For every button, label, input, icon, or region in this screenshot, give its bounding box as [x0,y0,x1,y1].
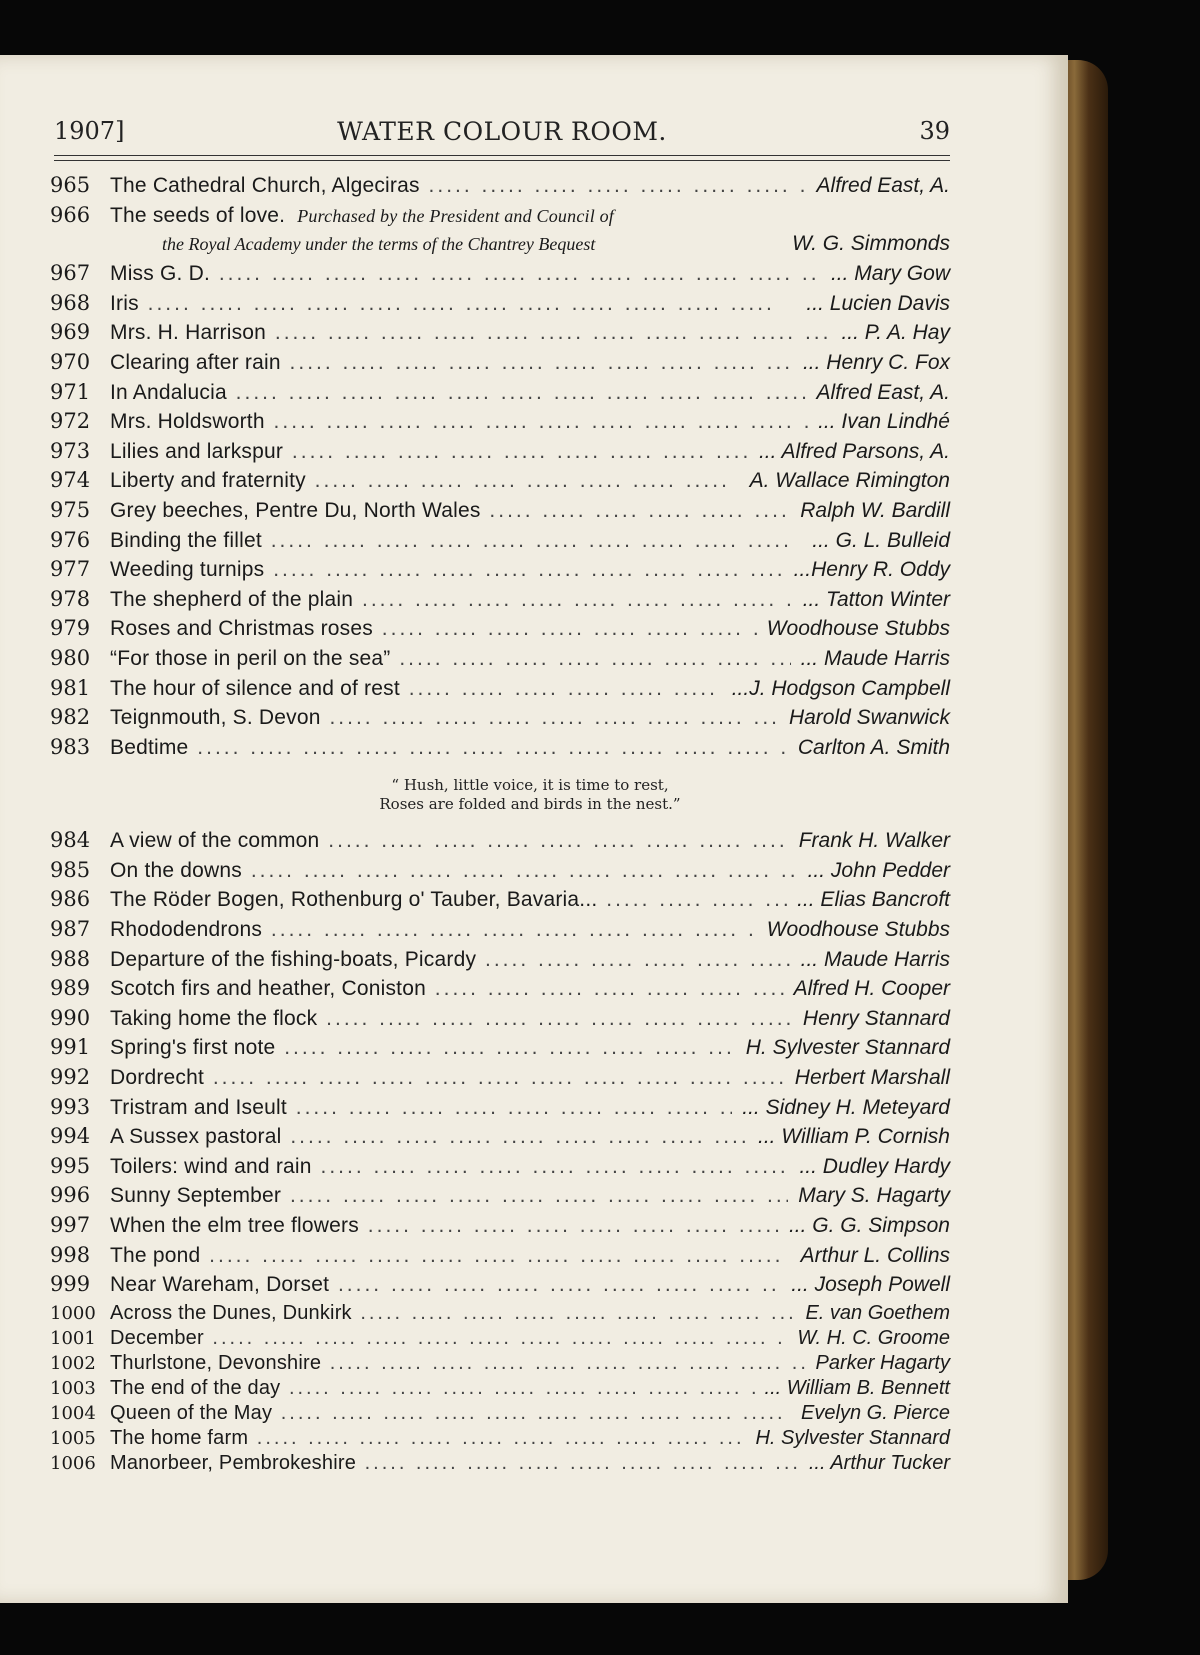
entry-title: Tristram and Iseult ..... [110,1096,732,1120]
entry-artist: ...Henry R. Oddy [793,558,950,582]
entry-title: Roses and Christmas roses ..... [110,617,757,641]
entry-artist: Evelyn G. Pierce [801,1401,950,1424]
entry-number: 981 [50,675,91,700]
entry-number: 985 [50,857,91,882]
entry-997 [50,1213,950,1243]
entry-title: Bedtime ..... [110,736,788,760]
entry-artist: Alfred East, A. [816,380,950,404]
entry-996 [50,1183,950,1213]
entry-1002 [50,1352,950,1377]
entry-title: The pond ..... [110,1244,791,1268]
entry-artist: A. Wallace Rimington [749,469,950,493]
entry-1006 [50,1452,950,1477]
entry-number: 965 [50,173,91,197]
entry-1000 [50,1302,950,1327]
entry-title: A Sussex pastoral ..... [110,1125,748,1149]
entry-number: 1004 [50,1402,96,1424]
entry-number: 970 [50,349,91,374]
entry-title: Taking home the flock ..... [110,1007,793,1031]
entry-1001 [50,1327,950,1352]
entry-number: 987 [50,917,91,942]
entry-artist: ... Maude Harris [800,646,950,670]
entry-title: Toilers: wind and rain ..... [110,1155,789,1179]
entry-artist: ... William P. Cornish [758,1125,950,1149]
entry-990 [50,1006,950,1036]
entry-title: Clearing after rain ..... [110,351,793,375]
entry-970 [50,350,950,380]
entry-artist: ... Arthur Tucker [808,1451,950,1474]
entry-title: The Röder Bogen, Rothenburg o' Tauber, Bavaria... ..... [110,888,787,912]
entry-title: Across the Dunes, Dunkirk ..... [110,1302,795,1325]
entry-artist: ... G. L. Bulleid [812,528,950,552]
entry-artist: Woodhouse Stubbs [766,617,950,641]
entry-artist: Arthur L. Collins [800,1243,950,1267]
entry-number: 975 [50,497,91,522]
entry-title: Scotch firs and heather, Coniston ..... [110,977,784,1001]
entry-number: 995 [50,1153,91,1178]
entry-artist: ... Maude Harris [800,947,950,971]
entry-title: Teignmouth, S. Devon ..... [110,706,779,730]
entry-966 [50,203,950,233]
entry-number: 991 [50,1035,91,1060]
entry-artist: Alfred East, A. [816,174,950,197]
entry-number: 974 [50,468,91,493]
entry-number: 976 [50,527,91,552]
entry-title: The hour of silence and of rest ..... [110,677,722,701]
entry-artist: Mary S. Hagarty [798,1184,950,1208]
entry-976 [50,528,950,558]
entry-number: 973 [50,438,91,463]
entry-artist: ...J. Hodgson Campbell [731,676,950,700]
entry-title: The end of the day ..... [110,1377,755,1400]
entry-993 [50,1095,950,1125]
entry-title: Departure of the fishing-boats, Picardy ..... [110,948,791,972]
entry-number: 967 [50,261,91,286]
header-year: 1907] [54,117,125,145]
entry-number: 986 [50,887,91,912]
entry-992 [50,1065,950,1095]
entry-972 [50,409,950,439]
entry-artist: ... Henry C. Fox [802,350,950,374]
entry-title: The shepherd of the plain ..... [110,588,793,612]
quote-line-1: “ Hush, little voice, it is time to rest, [391,776,669,795]
entry-number: 977 [50,557,91,582]
entry-artist: Harold Swanwick [788,706,950,730]
entry-title: The Cathedral Church, Algeciras ..... [110,174,807,198]
entry-number: 994 [50,1124,91,1149]
entry-977 [50,557,950,587]
entry-number: 1006 [50,1452,96,1474]
entry-number: 993 [50,1094,91,1119]
entry-artist: ... Sidney H. Meteyard [742,1095,950,1119]
entry-title: Binding the fillet ..... [110,529,802,553]
entry-artist: W. G. Simmonds [792,232,950,256]
entry-981 [50,676,950,706]
entry-965 [50,173,950,203]
entry-artist: ... Ivan Lindhé [818,410,950,434]
entry-title: December ..... [110,1327,787,1350]
entry-title: Sunny September ..... [110,1184,788,1208]
entry-artist: ... Joseph Powell [791,1273,950,1297]
entry-title: Miss G. D. ..... [110,262,821,286]
entry-966-continuation [50,232,950,261]
entry-artist: Woodhouse Stubbs [766,918,950,942]
entry-artist: Henry Stannard [802,1006,950,1030]
entries-group-a [50,173,950,203]
entry-title: Grey beeches, Pentre Du, North Wales ..... [110,499,790,523]
entry-number: 979 [50,616,91,641]
entry-988 [50,947,950,977]
entry-number: 1001 [50,1327,96,1349]
entry-979 [50,616,950,646]
entry-artist: E. van Goethem [805,1301,950,1324]
entry-number: 1005 [50,1427,96,1449]
entry-1004 [50,1402,950,1427]
entry-973 [50,439,950,469]
entry-number: 1003 [50,1377,96,1399]
entry-artist: ... G. G. Simpson [788,1214,950,1237]
entry-971 [50,380,950,410]
entry-artist: W. H. C. Groome [797,1326,950,1349]
entry-artist: ... John Pedder [807,858,950,882]
entry-number: 988 [50,946,91,971]
entry-artist: Frank H. Walker [798,829,950,853]
entry-985 [50,858,950,888]
entry-artist: ... P. A. Hay [841,321,950,345]
entry-title: When the elm tree flowers ..... [110,1214,779,1238]
entry-title: Mrs. Holdsworth ..... [110,410,808,434]
entry-title: In Andalucia ..... [110,381,807,405]
bedtime-quote [50,776,950,814]
quote-line-2: Roses are folded and birds in the nest.” [379,795,681,814]
entry-number: 969 [50,320,91,345]
entry-title [110,204,950,228]
entries-group-c [50,828,950,1302]
catalogue-page [0,55,1068,1603]
entry-artist: ... William B. Bennett [764,1376,950,1399]
purchase-note-line2: the Royal Academy under the terms of the Chantrey Bequest [162,234,596,255]
entry-991 [50,1035,950,1065]
entry-title: Near Wareham, Dorset ..... [110,1273,781,1297]
entry-artist: Parker Hagarty [815,1351,950,1374]
entry-artist: Herbert Marshall [794,1066,950,1090]
entry-artist: ... Tatton Winter [802,587,950,611]
page-header [54,117,950,151]
entry-title: The home farm ..... [110,1427,745,1450]
purchase-note: Purchased by the President and Council of [297,205,615,226]
entry-title: Spring's first note ..... [110,1036,736,1060]
entry-artist: Carlton A. Smith [797,735,950,759]
entry-artist: H. Sylvester Stannard [755,1426,950,1449]
entry-969 [50,320,950,350]
entry-984 [50,828,950,858]
entry-1003 [50,1377,950,1402]
page-number: 39 [919,117,950,145]
entry-1005 [50,1427,950,1452]
entry-title-text: The seeds of love. [110,203,286,227]
entry-987 [50,917,950,947]
entry-989 [50,976,950,1006]
entry-967 [50,261,950,291]
entry-number: 971 [50,379,91,404]
entry-title: On the downs ..... [110,859,798,883]
entry-artist: ... Mary Gow [830,262,950,286]
entry-artist: ... Elias Bancroft [797,888,950,912]
entries-group-d [50,1302,950,1477]
entry-title: Rhododendrons ..... [110,918,757,942]
entry-title: Iris ..... [110,292,796,316]
entry-998 [50,1243,950,1273]
entry-number: 990 [50,1005,91,1030]
entry-968 [50,291,950,321]
entry-title: Queen of the May ..... [110,1402,791,1425]
entry-983 [50,735,950,765]
entry-artist: Alfred H. Cooper [793,977,950,1001]
header-title: WATER COLOUR ROOM. [337,117,667,146]
entries-group-b [50,261,950,764]
entries-list [50,173,950,1477]
entry-number: 1002 [50,1352,96,1374]
entry-number: 972 [50,409,91,434]
entry-title: Mrs. H. Harrison ..... [110,321,831,345]
entry-number: 1000 [50,1302,96,1324]
entry-975 [50,498,950,528]
entry-number: 992 [50,1065,91,1090]
entry-986 [50,887,950,917]
entry-994 [50,1124,950,1154]
entry-artist: ... Alfred Parsons, A. [758,439,950,463]
entry-978 [50,587,950,617]
entry-title: Weeding turnips ..... [110,558,784,582]
entry-982 [50,705,950,735]
entry-title: Thurlstone, Devonshire ..... [110,1352,806,1375]
entry-title: Lilies and larkspur ..... [110,440,749,464]
entry-number: 968 [50,290,91,315]
entry-number: 999 [50,1272,91,1297]
entry-number: 984 [50,828,91,853]
entry-title: “For those in peril on the sea” ..... [110,647,791,671]
entry-number: 982 [50,705,91,730]
entry-number: 983 [50,734,91,759]
entry-995 [50,1154,950,1184]
entry-974 [50,468,950,498]
entry-number: 997 [50,1213,91,1237]
entry-title: A view of the common ..... [110,829,789,853]
entry-999 [50,1272,950,1302]
entry-number: 996 [50,1183,91,1208]
entry-980 [50,646,950,676]
entry-number: 989 [50,976,91,1001]
header-rule [54,155,950,161]
entry-title: Liberty and fraternity ..... [110,469,740,493]
entry-artist: ... Dudley Hardy [799,1154,950,1178]
entry-number: 966 [50,202,91,227]
entry-title: Dordrecht ..... [110,1066,785,1090]
entry-title: Manorbeer, Pembrokeshire ..... [110,1452,799,1475]
entry-number: 978 [50,586,91,611]
entry-number: 980 [50,645,91,670]
entry-artist: H. Sylvester Stannard [745,1036,950,1060]
entry-artist: ... Lucien Davis [806,291,950,315]
entry-artist: Ralph W. Bardill [800,498,950,522]
entry-number: 998 [50,1242,91,1267]
